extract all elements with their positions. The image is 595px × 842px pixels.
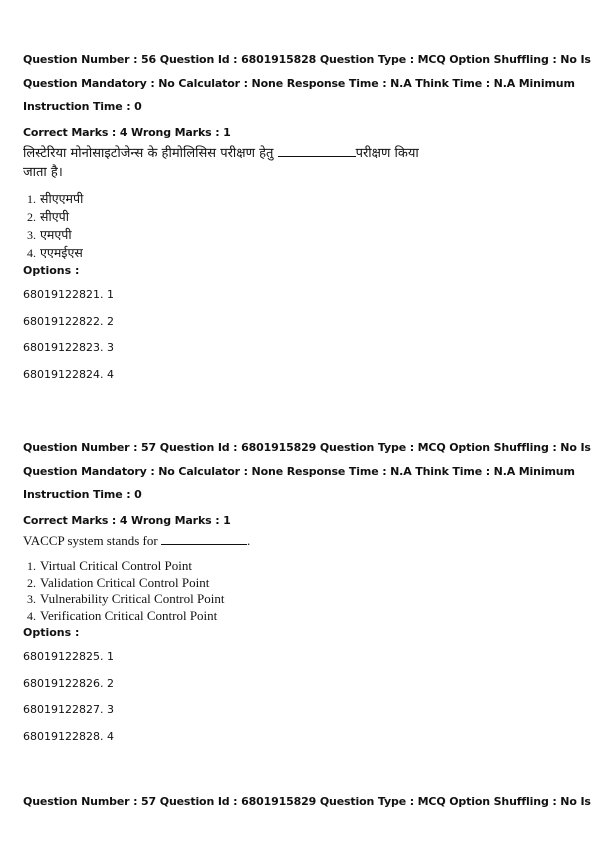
question-stem-text: VACCP system stands for [23,533,161,548]
question-marks: Correct Marks : 4 Wrong Marks : 1 [23,125,231,139]
question-meta-line-3: Instruction Time : 0 [23,488,142,501]
choice-item [23,608,583,625]
answer-blank [278,144,356,157]
option-id: 68019122828. 4 [23,729,114,743]
question-stem-text-end: . [246,533,251,548]
options-label: Options : [23,626,80,639]
choice-number: 3. [27,592,36,606]
choice-text: एएमईएस [40,245,83,260]
option-id: 68019122821. 1 [23,288,114,301]
choice-number: 3. [27,228,36,242]
choice-text: एमएपी [40,227,72,242]
option-id: 68019122824. 4 [23,367,114,381]
option-id: 68019122823. 3 [23,341,114,354]
question-56 [23,48,591,388]
choice-text: सीएएमपी [40,191,84,206]
question-stem-line-2: जाता है। [23,165,63,180]
choice-item [23,591,583,608]
option-id: 68019122826. 2 [23,676,114,690]
question-marks: Correct Marks : 4 Wrong Marks : 1 [23,513,231,527]
question-57 [23,436,591,750]
choice-item [23,208,583,226]
choice-text: Vulnerability Critical Control Point [40,591,225,606]
question-meta-line-1: Question Number : 57 Question Id : 6801915829 Question Type : MCQ Option Shuffling : No Is [23,795,591,808]
question-meta-line-2: Question Mandatory : No Calculator : None Response Time : N.A Think Time : N.A Minimum [23,76,575,90]
choice-number: 4. [27,246,36,260]
question-stem [23,532,583,550]
choice-list [23,558,583,624]
options-label: Options : [23,264,80,277]
choice-number: 2. [27,575,36,590]
option-id: 68019122822. 2 [23,314,114,328]
choice-number: 1. [27,559,36,573]
question-meta-line-1: Question Number : 56 Question Id : 6801915828 Question Type : MCQ Option Shuffling : No Is [23,53,591,66]
choice-list [23,190,583,262]
choice-item [23,575,583,592]
choice-text: Verification Critical Control Point [40,607,218,623]
answer-blank [161,532,247,545]
choice-text: Virtual Critical Control Point [40,558,192,573]
choice-item [23,244,583,262]
choice-text: सीएपी [40,209,69,224]
choice-item [23,190,583,208]
choice-number: 2. [27,210,36,224]
question-next [23,790,591,814]
option-id: 68019122827. 3 [23,703,114,716]
option-id: 68019122825. 1 [23,650,114,663]
choice-number: 4. [27,608,36,623]
question-stem-text: लिस्टेरिया मोनोसाइटोजेन्स के हीमोलिसिस परीक्षण हेतु [23,146,278,161]
question-stem-text-end: परीक्षण किया [355,146,419,161]
question-meta-line-3: Instruction Time : 0 [23,100,142,113]
question-stem [23,144,493,182]
choice-item [23,226,583,244]
choice-item [23,558,583,575]
question-meta-line-2: Question Mandatory : No Calculator : None Response Time : N.A Think Time : N.A Minimum [23,464,575,478]
question-meta-line-1: Question Number : 57 Question Id : 6801915829 Question Type : MCQ Option Shuffling : No Is [23,441,591,454]
choice-number: 1. [27,192,36,206]
choice-text: Validation Critical Control Point [40,574,210,590]
